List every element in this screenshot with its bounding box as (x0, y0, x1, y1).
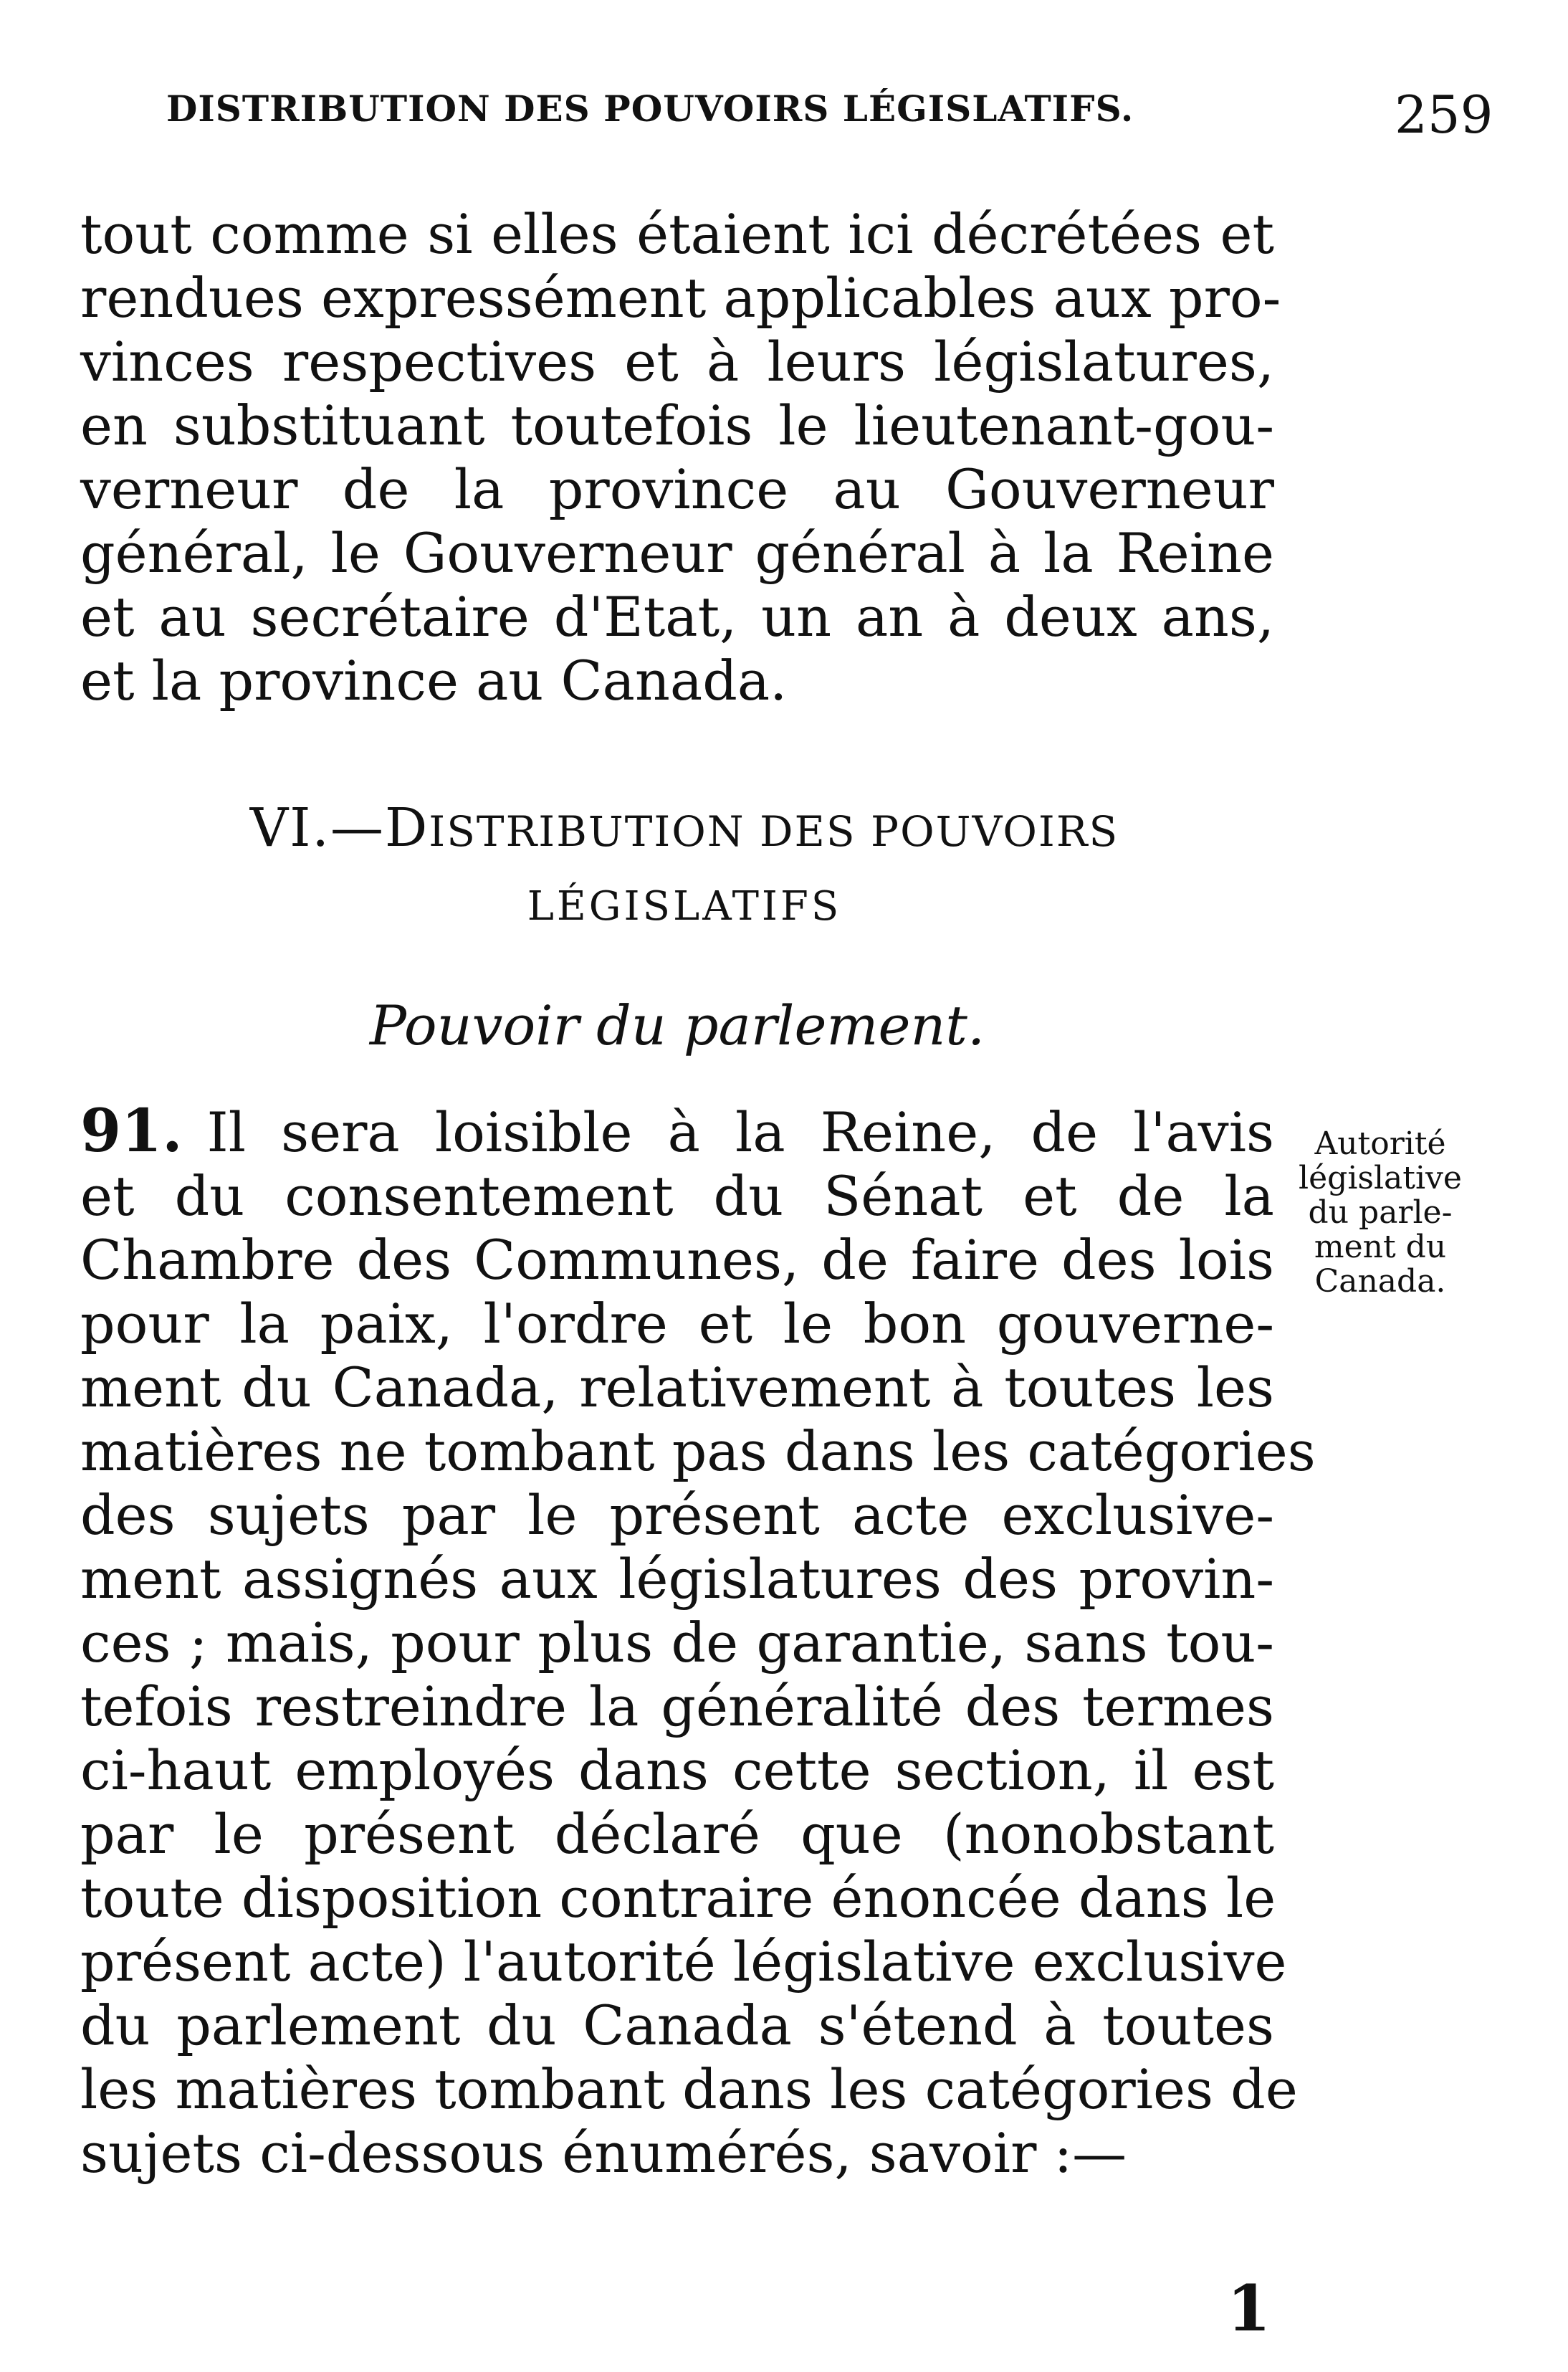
paragraph-line: présent acte) l'autorité législative exclusive (80, 1930, 1287, 1994)
section-heading-line-1 (165, 797, 1204, 859)
paragraph-line: matières ne tombant pas dans les catégories (80, 1419, 1316, 1483)
paragraph-line: par le présent déclaré que (nonobstant (80, 1802, 1274, 1866)
margin-note-line: Canada. (1314, 1263, 1446, 1300)
section-heading-line-2: LÉGISLATIFS (527, 883, 842, 930)
paragraph-line: des sujets par le présent acte exclusive- (80, 1483, 1274, 1547)
paragraph-line: et au secrétaire d'Etat, un an à deux ans, (80, 585, 1274, 649)
margin-note-line: législative (1299, 1160, 1462, 1196)
paragraph-line: et du consentement du Sénat et de la (80, 1164, 1274, 1228)
paragraph-line: général, le Gouverneur général à la Reine (80, 521, 1274, 585)
subheading: Pouvoir du parlement. (369, 994, 985, 1057)
paragraph-line: en substituant toutefois le lieutenant-gou- (80, 394, 1274, 457)
section-heading (165, 797, 1204, 930)
paragraph-line: verneur de la province au Gouverneur (80, 457, 1274, 521)
paragraph-line: rendues expressément applicables aux pro- (80, 266, 1281, 330)
article-first-line-text: Il sera loisible à la Reine, de l'avis (206, 1100, 1274, 1164)
paragraph-line: tefois restreindre la généralité des termes (80, 1675, 1274, 1738)
paragraph-line: pour la paix, l'ordre et le bon gouverne- (80, 1292, 1274, 1356)
paragraph-line: les matières tombant dans les catégories de (80, 2057, 1298, 2121)
paragraph-line: ci-haut employés dans cette section, il est (80, 1738, 1274, 1802)
continuation-paragraph (80, 202, 1281, 713)
paragraph-line: sujets ci-dessous énumérés, savoir :— (80, 2121, 1127, 2185)
paragraph-line: ces ; mais, pour plus de garantie, sans tou- (80, 1611, 1274, 1675)
paragraph-line: Chambre des Communes, de faire des lois (80, 1228, 1274, 1292)
article-number: 91. (80, 1097, 183, 1166)
running-header: DISTRIBUTION DES POUVOIRS LÉGISLATIFS. (166, 87, 1134, 130)
section-roman: VI.—D (249, 797, 429, 859)
paragraph-line: ment du Canada, relativement à toutes les (80, 1356, 1274, 1419)
paragraph-line: toute disposition contraire énoncée dans le (80, 1866, 1276, 1930)
margin-note-line: Autorité (1314, 1125, 1446, 1162)
section-title: ISTRIBUTION DES POUVOIRS (429, 807, 1119, 856)
margin-note (1287, 1127, 1473, 1299)
margin-note-line: ment du (1314, 1229, 1447, 1265)
page-number: 259 (1395, 85, 1493, 145)
margin-note-line: du parle- (1308, 1194, 1453, 1231)
article-91 (80, 1097, 1316, 2185)
paragraph-line: et la province au Canada. (80, 649, 788, 713)
paragraph-line: tout comme si elles étaient ici décrétées et (80, 202, 1274, 266)
paragraph-line: vinces respectives et à leurs législatures, (80, 330, 1274, 394)
footer-item-number: 1 (1227, 2271, 1271, 2345)
paragraph-line: du parlement du Canada s'étend à toutes (80, 1994, 1274, 2057)
article-first-line (80, 1097, 1274, 1166)
paragraph-line: ment assignés aux législatures des provin- (80, 1547, 1274, 1611)
